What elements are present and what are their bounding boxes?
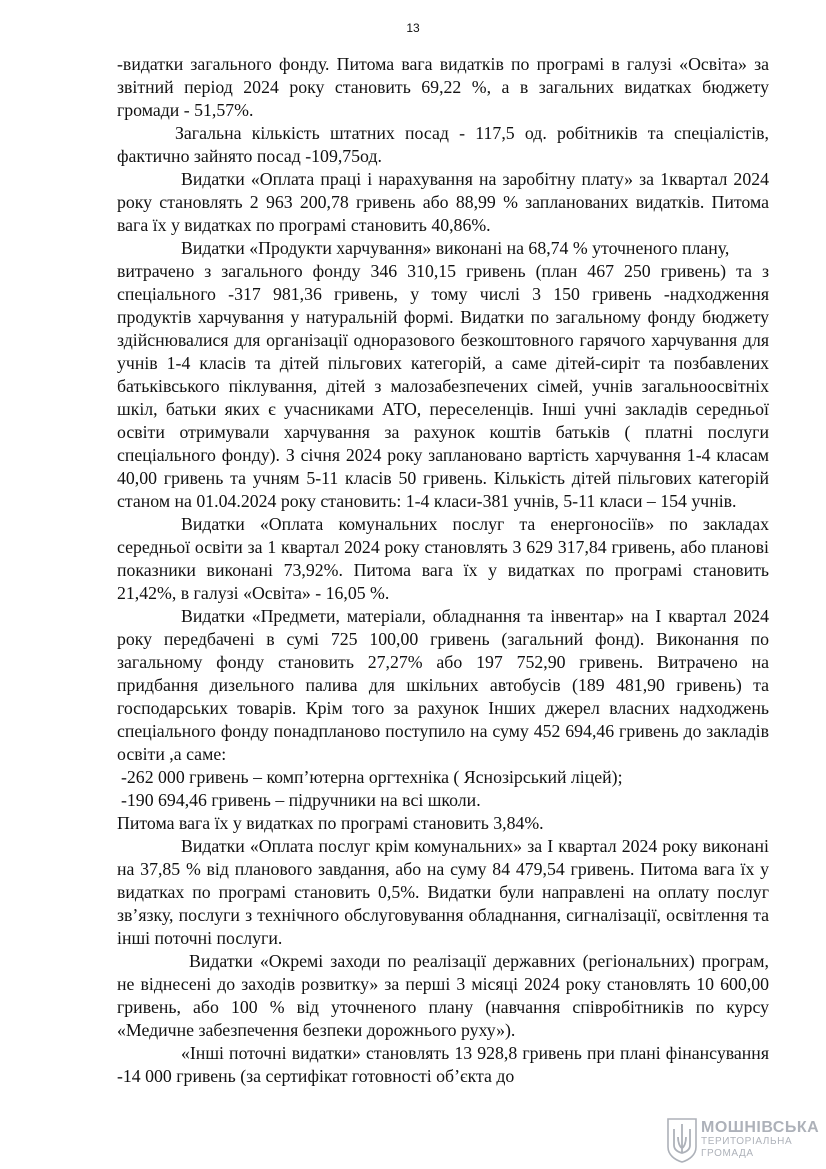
trident-coat-of-arms-icon xyxy=(667,1117,697,1163)
watermark-line-2: ТЕРИТОРІАЛЬНА xyxy=(701,1136,793,1147)
paragraph: Видатки «Оплата праці і нарахування на заробітну плату» за 1квартал 2024 року становлять 2 963 200,78 гривень або 88,99 % запланованих видатків. Питома вага їх у видатках по програмі становить 40,86%. xyxy=(117,169,769,235)
community-watermark xyxy=(667,1117,826,1163)
paragraph: Видатки «Оплата послуг крім комунальних» за І квартал 2024 року виконані на 37,85 % від планового завдання, або на суму 84 479,54 гривень. Питома вага їх у видатках по програмі становить 0,5%. Видатки були направлені на оплату послуг зв’язку, послуги з технічного обслуговування обладнання, сигналізації, освітлення та інші поточні послуги. xyxy=(117,836,769,948)
paragraph: Видатки «Окремі заходи по реалізації державних (регіональних) програм, не віднесені до заходів розвитку» за перші 3 місяці 2024 року становлять 10 600,00 гривень, або 100 % від уточненого плану (навчання співробітників по курсу «Медичне забезпечення безпеки дорожнього руху»). xyxy=(117,951,769,1040)
paragraph: Видатки «Предмети, матеріали, обладнання та інвентар» на І квартал 2024 року передбачені в сумі 725 100,00 гривень (загальний фонд). Виконання по загальному фонду становить 27,27% або 197 752,90 гривень. Витрачено на придбання дизельного палива для шкільних автобусів (189 481,90 гривень) та господарських товарів. Крім того за рахунок Інших джерел власних надходжень спеціального фонду понадпланово поступило на суму 452 694,46 гривень до закладів освіти ,а саме: xyxy=(117,606,769,764)
paragraph: «Інші поточні видатки» становлять 13 928,8 гривень при плані фінансування -14 000 гривень (за сертифікат готовності об’єкта до xyxy=(117,1043,769,1086)
paragraph: витрачено з загального фонду 346 310,15 гривень (план 467 250 гривень) та з спеціального -317 981,36 гривень, у тому числі 3 150 гривень -надходження продуктів харчування у натуральній формі. Видатки по загальному фонду бюджету здійснювалися для організації одноразового безкоштовного гарячого харчування для учнів 1-4 класів та дітей пільгових категорій, а саме дітей-сиріт та позбавлених батьківського піклування, дітей з малозабезпечених сімей, учнів загальноосвітніх шкіл, батьки яких є учасниками АТО, переселенців. Інші учні закладів середньої освіти отримували харчування за рахунок коштів батьків ( платні послуги спеціального фонду). З січня 2024 року заплановано вартість харчування 1-4 класам 40,00 гривень та учням 5-11 класів 50 гривень. Кількість дітей пільгових категорій станом на 01.04.2024 року становить: 1-4 класи-381 учнів, 5-11 класи – 154 учнів. xyxy=(117,261,769,511)
list-item: -262 000 гривень – комп’ютерна оргтехніка ( Яснозірський ліцей); xyxy=(121,767,623,787)
list-item: -190 694,46 гривень – підручники на всі школи. xyxy=(121,790,481,810)
paragraph: Питома вага їх у видатках по програмі становить 3,84%. xyxy=(117,813,544,833)
watermark-line-1: МОШНІВСЬКА xyxy=(701,1119,820,1136)
paragraph: Видатки «Продукти харчування» виконані на 68,74 % уточненого плану, xyxy=(181,238,730,258)
page-number: 13 xyxy=(406,21,420,35)
document-body xyxy=(117,53,769,1088)
paragraph: Видатки «Оплата комунальних послуг та енергоносіїв» по закладах середньої освіти за 1 квартал 2024 року становлять 3 629 317,84 гривень, або планові показники виконані 73,92%. Питома вага їх у видатках по програмі становить 21,42%, в галузі «Освіта» - 16,05 %. xyxy=(117,514,769,603)
paragraph: Загальна кількість штатних посад - 117,5 од. робітників та спеціалістів, фактично зайнято посад -109,75од. xyxy=(117,123,769,166)
paragraph: -видатки загального фонду. Питома вага видатків по програмі в галузі «Освіта» за звітний період 2024 року становить 69,22 %, а в загальних видатках бюджету громади - 51,57%. xyxy=(117,54,769,120)
watermark-line-3: ГРОМАДА xyxy=(701,1148,754,1159)
